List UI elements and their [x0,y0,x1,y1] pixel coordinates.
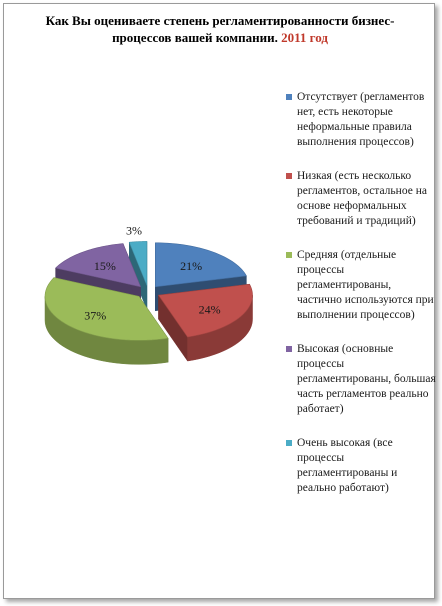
legend-swatch [286,173,292,179]
legend-item-high [286,342,436,417]
legend-label: Средняя (отдельные процессы регламентированы, частично используются при выполнении процессов) [297,249,434,321]
pie-data-label: 37% [84,308,107,323]
legend-swatch [286,346,292,352]
legend-label: Очень высокая (все процессы регламентированы и реально работают) [297,437,398,494]
legend-item-none [286,90,436,150]
chart-title-year: 2011 год [281,30,328,45]
legend-label: Низкая (есть несколько регламентов, остальное на основе неформальных требований и традиций) [297,170,427,227]
legend-item-low [286,169,436,229]
pie-data-label: 24% [198,302,221,317]
pie-data-label: 15% [93,259,116,274]
pie-slice-2 [45,278,168,365]
legend-item-very-high [286,436,436,496]
legend-swatch [286,94,292,100]
legend-item-medium [286,248,436,323]
legend-label: Высокая (основные процессы регламентированы, большая часть регламентов реально работает) [297,343,436,415]
pie-data-label: 3% [126,223,143,238]
chart-legend [286,90,436,515]
pie-slice-1 [159,284,253,361]
legend-swatch [286,252,292,258]
legend-label: Отсутствует (регламентов нет, есть некоторые неформальные правила выполнения процессов) [297,91,425,148]
chart-title-main: Как Вы оцениваете степень регламентированности бизнес-процессов вашей компании. [45,13,395,45]
pie-data-label: 21% [180,259,203,274]
legend-swatch [286,440,292,446]
